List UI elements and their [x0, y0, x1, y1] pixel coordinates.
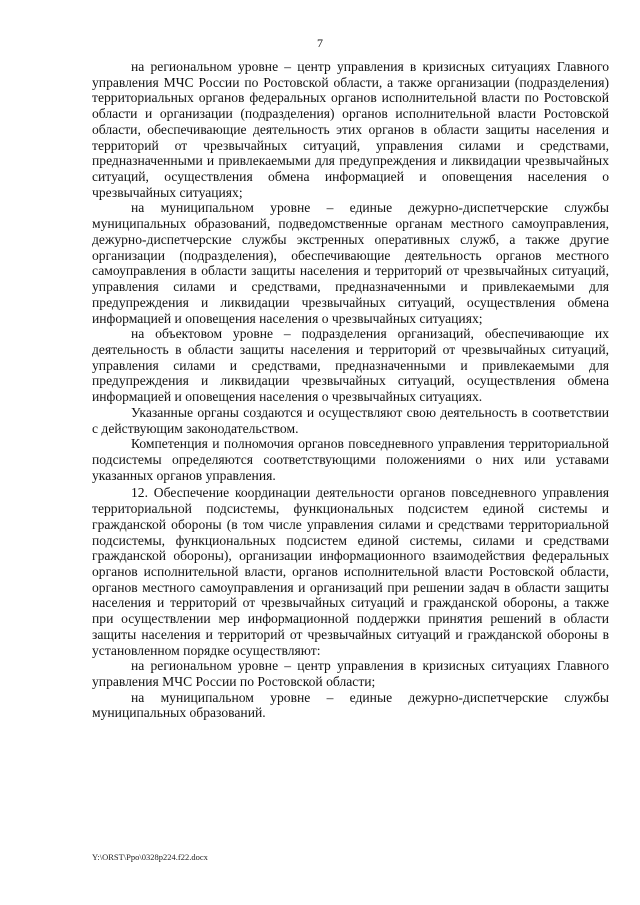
page-number: 7 [317, 36, 323, 50]
paragraph-regional-level-2: на региональном уровне – центр управления в кризисных ситуациях Главного управления МЧС России по Ростовской области; [92, 658, 609, 690]
paragraph-municipal-level: на муниципальном уровне – единые дежурно-диспетчерские службы муниципальных образований, подведомственные органам местного самоуправления, дежурно-диспетчерские службы экстренных оперативных служб, а также другие организации (подразделения), обеспечивающие деятельность органов местного самоуправления в области защиты населения и территорий от чрезвычайных ситуаций, управления силами и средствами, предназначенными и привлекаемыми для предупреждения и ликвидации чрезвычайных ситуаций, осуществления обмена информацией и оповещения населения о чрезвычайных ситуациях; [92, 200, 609, 326]
paragraph-object-level: на объектовом уровне – подразделения организаций, обеспечивающие их деятельность в области защиты населения и территорий от чрезвычайных ситуаций, управления силами и средствами, предназначенными и привлекаемыми для предупреждения и ликвидации чрезвычайных ситуаций, осуществления обмена информацией и оповещения населения о чрезвычайных ситуациях. [92, 326, 609, 405]
paragraph-bodies-created: Указанные органы создаются и осуществляют свою деятельность в соответствии с действующим законодательством. [92, 404, 609, 436]
paragraph-competence: Компетенция и полномочия органов повседневного управления территориальной подсистемы определяются соответствующими положениями о них или уставами указанных органов управления. [92, 436, 609, 483]
paragraph-item-12: 12. Обеспечение координации деятельности органов повседневного управления территориальной подсистемы, функциональных подсистем единой системы и гражданской обороны (в том числе управления силами и средствами территориальной подсистемы, функциональных подсистем единой системы, силами и средствами гражданской обороны), организации информационного взаимодействия федеральных органов исполнительной власти, органов исполнительной власти Ростовской области, органов местного самоуправления и организаций при решении задач в области защиты населения и территорий от чрезвычайных ситуаций и гражданской обороны, а также при осуществлении мер информационной поддержки принятия решений в области защиты населения и территорий от чрезвычайных ситуаций и гражданской обороны в установленном порядке осуществляют: [92, 485, 609, 658]
footer-file-path: Y:\ORST\Ppo\0328p224.f22.docx [92, 852, 208, 862]
paragraph-regional-level: на региональном уровне – центр управления в кризисных ситуациях Главного управления МЧС России по Ростовской области, а также организации (подразделения) территориальных органов федеральных органов исполнительной власти по Ростовской области и организации (подразделения) органов исполнительной власти Ростовской области, обеспечивающие деятельность этих органов в области защиты населения и территорий от чрезвычайных ситуаций, управления силами и средствами, предназначенными и привлекаемыми для предупреждения и ликвидации чрезвычайных ситуаций, осуществления обмена информацией и оповещения населения о чрезвычайных ситуациях; [92, 59, 609, 200]
paragraph-municipal-level-2: на муниципальном уровне – единые дежурно-диспетчерские службы муниципальных образований. [92, 689, 609, 721]
document-body [92, 59, 609, 721]
